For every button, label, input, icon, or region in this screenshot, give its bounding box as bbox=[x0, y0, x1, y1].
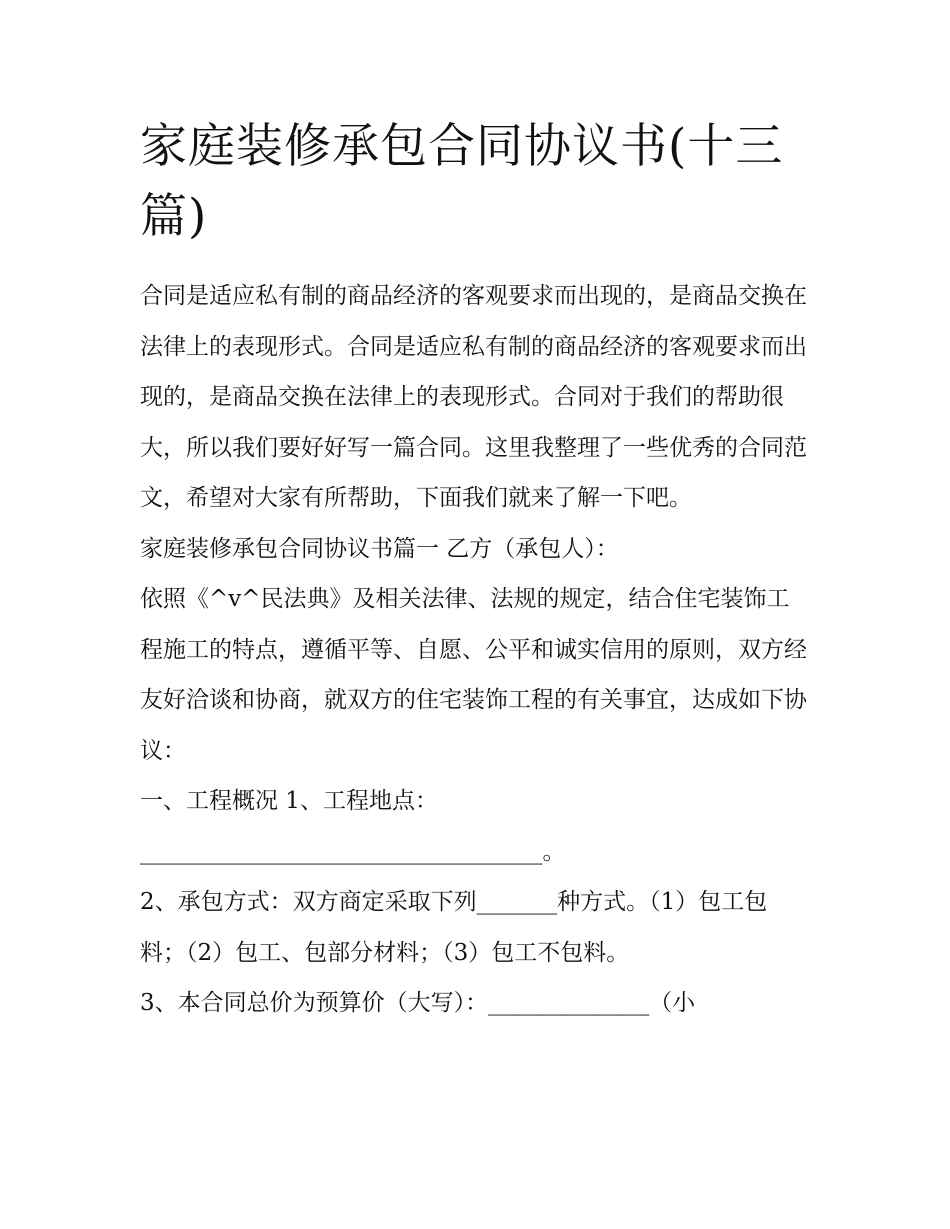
clause-3-paragraph: 3、本合同总价为预算价（大写）：______________（小 bbox=[140, 990, 696, 1016]
section-heading: 家庭装修承包合同协议书篇一 乙方（承包人）： bbox=[140, 535, 619, 562]
clause-2-paragraph: 2、承包方式：双方商定采取下列_______种方式。（1）包工包料；（2）包工、包部分材料；（3）包工不包料。 bbox=[140, 889, 768, 966]
clause-1-blank-line: ___________________________________。 bbox=[140, 838, 566, 865]
clause-1-heading: 一、工程概况 1、工程地点： bbox=[140, 788, 438, 814]
preamble-paragraph: 依照《^v^民法典》及相关法律、法规的规定，结合住宅装饰工程施工的特点，遵循平等、自愿、公平和诚实信用的原则，双方经友好洽谈和协商，就双方的住宅装饰工程的有关事宜，达成如下协议： bbox=[140, 586, 807, 764]
intro-paragraph: 合同是适应私有制的商品经济的客观要求而出现的，是商品交换在法律上的表现形式。合同是适应私有制的商品经济的客观要求而出现的，是商品交换在法律上的表现形式。合同对于我们的帮助很大，所以我们要好好写一篇合同。这里我整理了一些优秀的合同范文，希望对大家有所帮助，下面我们就来了解一下吧。 bbox=[140, 283, 807, 511]
document-title: 家庭装修承包合同协议书(十三篇) bbox=[140, 119, 784, 244]
document-body bbox=[140, 112, 812, 1029]
